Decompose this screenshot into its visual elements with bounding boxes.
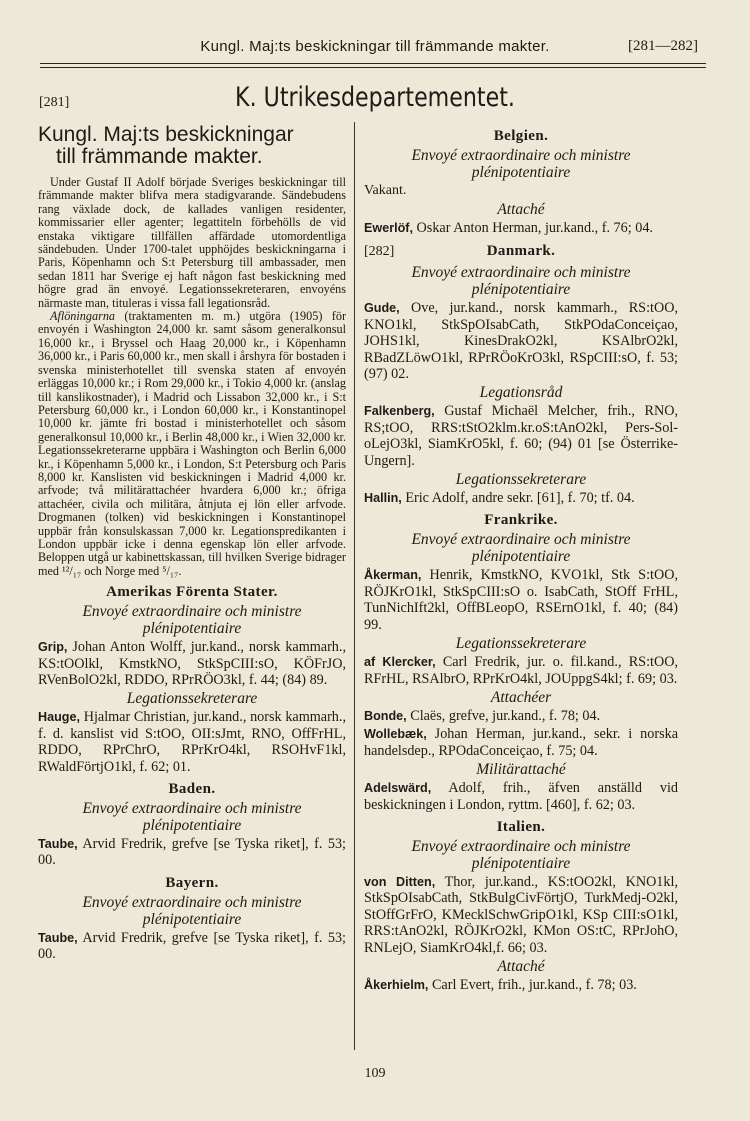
person-name: Hauge, [38, 710, 80, 725]
right-column [364, 122, 678, 995]
person-details: Arvid Fredrik, grefve [se Tyska riket], f. 53; 00. [38, 929, 346, 963]
running-head [0, 38, 750, 60]
page-number: 109 [364, 1066, 386, 1081]
person-name: Åkerman, [364, 568, 422, 583]
role-line: Envoyé extraordinaire och ministre [411, 837, 631, 855]
role-line: plénipotentiaire [471, 281, 571, 299]
country-heading-usa: Amerikas Förenta Stater. [106, 584, 278, 601]
role-line: plénipotentiaire [471, 548, 571, 566]
country-heading-italien: Italien. [496, 818, 546, 835]
person-name: Grip, [38, 640, 68, 655]
left-column [38, 122, 346, 965]
person-name: Gude, [364, 301, 400, 316]
person-details: Gustaf Michaël Melcher, frih., RNO, RS;tOO, RRS:tStO2klm.kr.oS:tAnO2kl, Pers-Sol-oLejO3kl, SiamKrO5kl, f. 60; (94) 01 [se Österrike-Ungern]. [364, 403, 678, 469]
country-heading-danmark: Danmark. [486, 243, 556, 260]
header-rule-thin [40, 67, 706, 68]
role-envoye [364, 264, 678, 298]
person-details: Hjalmar Christian, jur.kand., norsk kammarh., f. d. kanslist vid S:tOO, OII:sJmt, RNO, OffFrHL, RDDO, RPrChrO, RPrKrO4kl, RSOHvF1kl, RWaldFörtjO1kl, f. 62; 01. [38, 709, 346, 775]
running-head-title: Kungl. Maj:ts beskickningar till främmande makter. [200, 38, 550, 55]
person-name: af Klercker, [364, 655, 436, 670]
person-name: von Ditten, [364, 874, 436, 889]
intro-text [38, 176, 346, 578]
person-name: Wollebæk, [364, 727, 427, 742]
role-line: Envoyé extraordinaire och ministre [411, 531, 631, 549]
person-name: Taube, [38, 837, 78, 852]
role-envoye [38, 800, 346, 834]
person-name: Falkenberg, [364, 404, 435, 419]
danmark-header-row [364, 240, 678, 262]
role-legationssekreterare: Legationssekreterare [455, 471, 587, 489]
role-line: Envoyé extraordinaire och ministre [82, 893, 302, 911]
country-heading-frankrike: Frankrike. [484, 512, 558, 529]
role-line: plénipotentiaire [142, 817, 242, 835]
column-divider [354, 122, 355, 1050]
country-heading-baden: Baden. [168, 781, 216, 798]
person-entry [364, 654, 678, 687]
person-entry [38, 709, 346, 775]
role-envoye [38, 603, 346, 637]
person-details: Arvid Fredrik, grefve [se Tyska riket], f. 53; 00. [38, 836, 346, 869]
role-attache: Attaché [497, 201, 545, 218]
role-legationssekreterare: Legationssekreterare [455, 635, 587, 653]
person-entry [364, 708, 678, 724]
role-line: plénipotentiaire [471, 854, 571, 872]
role-envoye [38, 894, 346, 928]
role-envoye [364, 147, 678, 181]
role-line: plénipotentiaire [142, 910, 242, 928]
intro-paragraph-1: Under Gustaf II Adolf började Sveriges beskickningar till främmande makter blifva mera stadigvarande. Sändebudens rang växlade dock, de kallades vanligen residenter, kommissarier eller agenter; legattiteln förbehölls de vid enstaka viktigare tillfällen affärdade utomordentliga sändebuden. Under 1700-talet upphöjdes beskickningarna i Paris, Köpenhamn och S:t Petersburg till ambassader, men sedan 1811 har Sverige ej haft någon fast beskickning med högre grad än envoyé. Legationssekreteraren, envoyéns närmaste man, tituleras i vissa fall legationsråd. [38, 175, 346, 310]
section-number-right: [282] [364, 244, 395, 260]
role-legationssekreterare: Legationssekreterare [126, 690, 258, 708]
role-line: Envoyé extraordinaire och ministre [411, 264, 631, 282]
person-details: Johan Herman, jur.kand., sekr. i norska handelsdep., RPOdaConceiçao, f. 75; 04. [364, 726, 678, 759]
section-title [38, 124, 346, 168]
person-entry [364, 780, 678, 813]
role-envoye [364, 838, 678, 872]
role-line: Envoyé extraordinaire och ministre [411, 147, 631, 164]
section-title-line2: till främmande makter. [56, 145, 263, 168]
role-line: Envoyé extraordinaire och ministre [82, 603, 302, 621]
person-details: Henrik, KmstkNO, KVO1kl, Stk S:tOO, RÖJKrO1kl, StkSpCIII:sO o. IsabCath, StOff FrHL, TunNichIft2kl, OffBLeopO, RSErnO1kl, f. 40; (84) 99. [364, 567, 678, 633]
person-details: Oskar Anton Herman, jur.kand., f. 76; 04. [413, 220, 653, 236]
person-entry [364, 977, 678, 993]
role-attacheer: Attachéer [490, 688, 552, 706]
person-entry [364, 403, 678, 469]
person-details: Carl Evert, frih., jur.kand., f. 78; 03. [428, 976, 637, 993]
person-entry [38, 836, 346, 869]
person-name: Ewerlöf, [364, 221, 413, 235]
person-entry [364, 220, 678, 236]
role-line: Envoyé extraordinaire och ministre [82, 800, 302, 818]
person-details: Carl Fredrik, jur. o. fil.kand., RS:tOO, RFrHL, RSAlbrO, RPrKrO4kl, JOUppgS4kl; f. 69; 03. [364, 654, 678, 687]
person-details: Eric Adolf, andre sekr. [61], f. 70; tf. 04. [401, 490, 635, 507]
role-envoye [364, 531, 678, 565]
person-entry [364, 874, 678, 956]
person-name: Adelswärd, [364, 781, 432, 796]
role-line: plénipotentiaire [471, 164, 571, 181]
role-legationsrad: Legationsråd [479, 384, 563, 402]
section-number-left: [281] [39, 95, 70, 110]
person-entry [364, 490, 678, 506]
person-entry [38, 639, 346, 688]
role-militarattache: Militärattaché [476, 761, 566, 779]
running-head-pages: [281—282] [628, 38, 698, 54]
person-details: Claës, grefve, jur.kand., f. 78; 04. [406, 707, 601, 724]
person-entry [364, 300, 678, 382]
country-heading-belgien: Belgien. [493, 128, 549, 144]
department-title: K. Utrikesdepartementet. [235, 82, 515, 113]
role-line: plénipotentiaire [142, 620, 242, 638]
person-name: Åkerhielm, [364, 977, 429, 992]
person-details: Adolf, frih., äfven anställd vid beskickningen i London, ryttm. [460], f. 62; 03. [364, 780, 678, 813]
section-title-line1: Kungl. Maj:ts beskickningar [38, 123, 294, 146]
person-details: Thor, jur.kand., KS:tOO2kl, KNO1kl, StkSpOIsabCath, StkBulgCivFörtjO, TurkMedj-O2kl, StOffGrFrO, KMecklSchwGripO1kl, KSp CIII:sO1kl, RRS:tAnO2kl, RÖJKrO2kl, KMon OS:tC, RPrJohO, RNLejO, SiamKrO4kl,f. 66; 03. [364, 873, 678, 956]
person-entry [364, 567, 678, 633]
person-entry [38, 930, 346, 963]
role-attache: Attaché [497, 957, 545, 975]
intro-paragraph-2-lead: Aflöningarna [50, 309, 116, 324]
person-name: Taube, [38, 930, 78, 945]
header-rule [40, 63, 706, 64]
intro-paragraph-2 [38, 310, 346, 578]
intro-paragraph-2-body: (traktamenten m. m.) utgöra (1905) för envoyén i Washington 24,000 kr. samt såsom generalkonsul 16,000 kr., i Bryssel och Haag 20,000 kr., i Köpenhamn 36,000 kr., i Paris 60,000 kr., men skall i årshyra för bostaden i svenska ministerhotellet till svenska staten af envoyén erläggas 10,000 kr.; i Rom 29,000 kr., i Tokio 4,000 kr. (anslag till kanslikostnader), i Madrid och Lissabon 32,000 kr., i S:t Petersburg 60,000 kr., i London 60,000 kr., i Konstantinopel 10,000 kr. jämte fri bostad i ministerhotellet och såsom generalkonsul 10,000 kr., i Berlin 48,000 kr., i Wien 32,000 kr. Legationssekreterarne uppbära i Washington och Berlin 6,000 kr., i Köpenhamn 5,000 kr., i London, S:t Petersburg och Paris 8,000 kr. Kanslisten vid beskickningen i Madrid 4,000 kr. arfvode; två militärattachéer hvardera 6,000 kr.; öfriga attachéer, civila och militära, åtnjuta ej lön eller arfvode. Drogmanen (tolken) vid beskickningen i Konstantinopel uppbär från konsulskassan 7,000 kr. Legationspredikanten i London uppbär icke i denna egenskap lön eller arfvode. Beloppen utgå ur kabinettskassan, till hvilken Sverige bidrager med ¹²/₁₇ och Norge med ⁵/₁₇. [38, 309, 346, 578]
vacancy-note: Vakant. [364, 183, 407, 198]
person-details: Ove, jur.kand., norsk kammarh., RS:tOO, KNO1kl, StkSpOIsabCath, StkPOdaConceiçao, JOHS1kl, KinesDrakO2kl, KSAlbrO2kl, RBadZLöwO1kl, RPrRÖoKrO3kl, RSpCIII:sO, f. 53; (97) 02. [364, 300, 678, 383]
country-heading-bayern: Bayern. [165, 874, 219, 891]
person-details: Johan Anton Wolff, jur.kand., norsk kammarh., KS:tOOlkl, KmstkNO, StkSpCIII:sO, KÖFrJO, RVenBolO2kl, RDDO, RPrRÖO3kl, f. 44; (84) 89. [38, 639, 346, 688]
person-name: Hallin, [364, 491, 402, 506]
person-name: Bonde, [364, 708, 407, 723]
person-entry [364, 726, 678, 759]
